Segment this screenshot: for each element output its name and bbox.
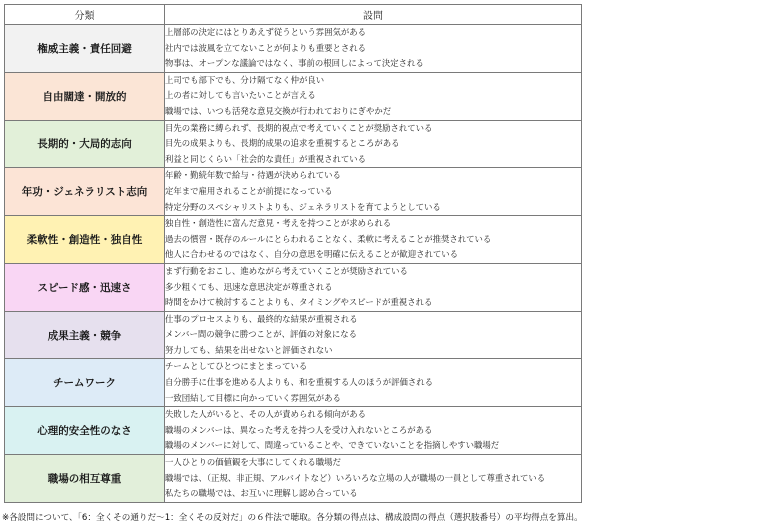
header-category: 分類 <box>5 5 165 25</box>
category-cell: 自由闊達・開放的 <box>5 72 165 120</box>
question-item: 職場では、いつも活発な意見交換が行われておりにぎやかだ <box>165 105 392 116</box>
table-row <box>5 25 582 73</box>
question-item: 上司でも部下でも、分け隔てなく仲が良い <box>165 74 325 85</box>
question-item: 上の者に対しても言いたいことが言える <box>165 90 316 101</box>
header-row <box>5 5 582 25</box>
question-item: 上層部の決定にはとりあえず従うという雰囲気がある <box>165 27 366 37</box>
header-questions: 設問 <box>165 5 582 25</box>
questions-cell <box>165 359 582 407</box>
questions-cell <box>165 311 582 359</box>
question-item: 一人ひとりの価値観を大事にしてくれる職場だ <box>165 457 341 468</box>
table-row <box>5 72 582 120</box>
question-item: 一致団結して目標に向かっていく雰囲気がある <box>165 392 341 403</box>
category-cell: 権威主義・責任回避 <box>5 25 165 73</box>
question-item: メンバー間の競争に勝つことが、評価の対象になる <box>165 329 358 340</box>
question-item: 定年まで雇用されることが前提になっている <box>165 185 333 196</box>
survey-table <box>4 4 582 503</box>
question-item: 利益と同じくらい「社会的な責任」が重視されている <box>165 153 366 164</box>
question-item: 多少粗くても、迅速な意思決定が尊重される <box>165 281 333 292</box>
question-item: 他人に合わせるのではなく、自分の意思を明確に伝えることが歓迎されている <box>165 249 458 260</box>
question-item: 自分勝手に仕事を進める人よりも、和を重視する人のほうが評価される <box>165 377 433 388</box>
question-item: 時間をかけて検討することよりも、タイミングやスピードが重視される <box>165 297 433 308</box>
table-body <box>5 25 582 503</box>
category-cell: 長期的・大局的志向 <box>5 120 165 168</box>
category-cell: 年功・ジェネラリスト志向 <box>5 168 165 216</box>
table-row <box>5 311 582 359</box>
question-item: チームとしてひとつにまとまっている <box>165 361 308 372</box>
questions-cell <box>165 120 582 168</box>
question-item: 私たちの職場では、お互いに理解し認め合っている <box>165 488 358 499</box>
category-cell: チームワーク <box>5 359 165 407</box>
question-item: まず行動をおこし、進めながら考えていくことが奨励されている <box>165 265 408 276</box>
question-item: 過去の慣習・既存のルールにとらわれることなく、柔軟に考えることが推奨されている <box>165 233 492 244</box>
question-item: 物事は、オープンな議論ではなく、事前の根回しによって決定される <box>165 58 424 69</box>
category-cell: 柔軟性・創造性・独自性 <box>5 216 165 264</box>
category-cell: スピード感・迅速さ <box>5 263 165 311</box>
category-cell: 心理的安全性のなさ <box>5 407 165 455</box>
table-row <box>5 120 582 168</box>
question-item: 失敗した人がいると、その人が責められる傾向がある <box>165 409 366 420</box>
questions-cell <box>165 72 582 120</box>
category-cell: 職場の相互尊重 <box>5 455 165 503</box>
question-item: 目先の業務に縛られず、長期的視点で考えていくことが奨励されている <box>165 122 433 133</box>
questions-cell <box>165 263 582 311</box>
table-header <box>5 5 582 25</box>
question-item: 仕事のプロセスよりも、最終的な結果が重視される <box>165 313 358 324</box>
table-row <box>5 359 582 407</box>
question-item: 社内では波風を立てないことが何よりも重要とされる <box>165 42 366 53</box>
questions-cell <box>165 455 582 503</box>
footnote: ※各設問について、「6：全くその通りだ〜1：全くその反対だ」の６件法で聴取。各分類の得点は、構成設問の得点（選択肢番号）の平均得点を算出。 <box>2 513 583 523</box>
table-row <box>5 216 582 264</box>
question-item: 特定分野のスペシャリストよりも、ジェネラリストを育てようとしている <box>165 201 441 212</box>
table-row <box>5 168 582 216</box>
table-row <box>5 455 582 503</box>
questions-cell <box>165 25 582 73</box>
question-item: 目先の成果よりも、長期的成果の追求を重視するところがある <box>165 138 400 149</box>
questions-cell <box>165 216 582 264</box>
question-item: 職場のメンバーは、異なった考えを持つ人を受け入れないところがある <box>165 424 433 435</box>
table-row <box>5 407 582 455</box>
questions-cell <box>165 407 582 455</box>
question-item: 職場のメンバーに対して、間違っていることや、できていないことを指摘しやすい職場だ <box>165 440 500 451</box>
question-item: 努力しても、結果を出せないと評価されない <box>165 344 333 355</box>
table-row <box>5 263 582 311</box>
question-item: 年齢・勤続年数で給与・待遇が決められている <box>165 170 341 181</box>
question-item: 職場では、（正規、非正規、アルバイトなど）いろいろな立場の人が職場の一員として尊重されている <box>165 472 546 483</box>
question-item: 独自性・創造性に富んだ意見・考えを持つことが求められる <box>165 218 392 229</box>
category-cell: 成果主義・競争 <box>5 311 165 359</box>
questions-cell <box>165 168 582 216</box>
